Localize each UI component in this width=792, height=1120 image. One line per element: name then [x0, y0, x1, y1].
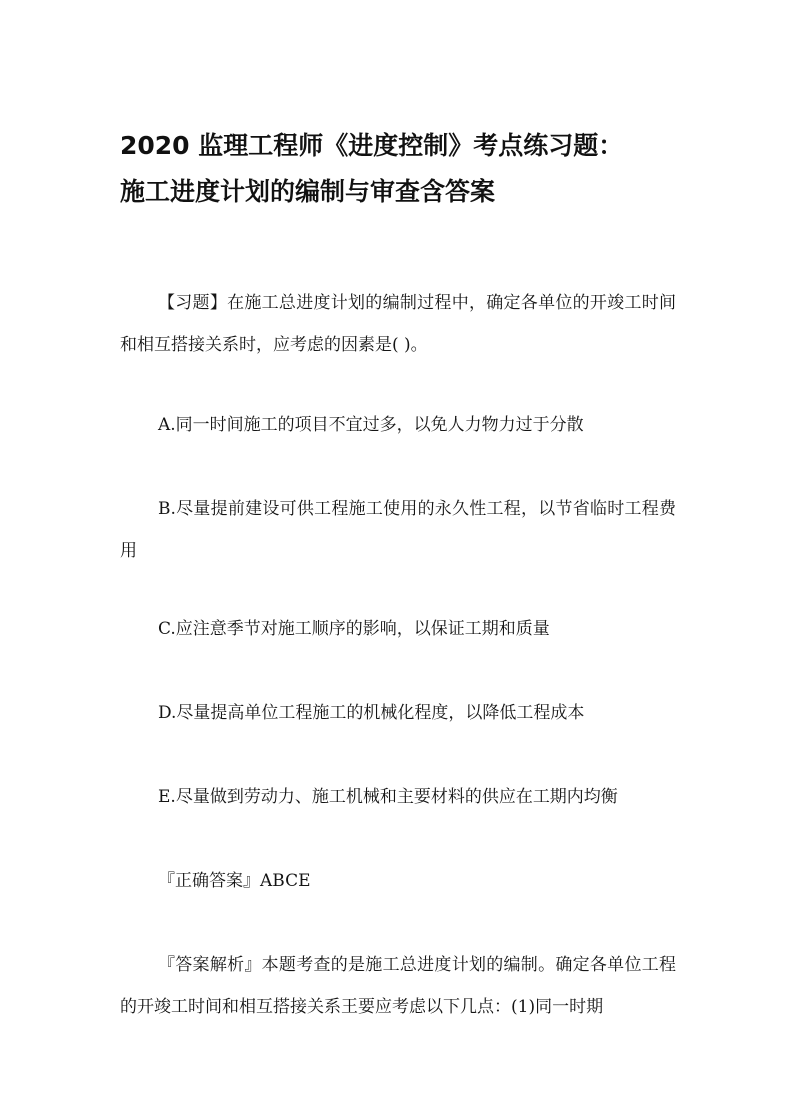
option-b: B.尽量提前建设可供工程施工使用的永久性工程，以节省临时工程费用 [120, 499, 676, 561]
option-e: E.尽量做到劳动力、施工机械和主要材料的供应在工期内均衡 [158, 787, 618, 807]
option-a: A.同一时间施工的项目不宜过多，以免人力物力过于分散 [158, 415, 584, 435]
document-title-line-1: 2020 监理工程师《进度控制》考点练习题： [120, 131, 624, 160]
option-c: C.应注意季节对施工顺序的影响，以保证工期和质量 [158, 619, 550, 639]
correct-answer: 『正确答案』ABCE [158, 871, 311, 891]
option-d: D.尽量提高单位工程施工的机械化程度，以降低工程成本 [158, 703, 585, 723]
document-title-line-2: 施工进度计划的编制与审查含答案 [120, 177, 496, 206]
answer-analysis: 『答案解析』本题考查的是施工总进度计划的编制。确定各单位工程的开竣工时间和相互搭接关系王要应考虑以下几点：(1)同一时期 [120, 955, 676, 1017]
question-paragraph: 【习题】在施工总进度计划的编制过程中，确定各单位的开竣工时间和相互搭接关系时，应考虑的因素是( )。 [120, 293, 676, 355]
